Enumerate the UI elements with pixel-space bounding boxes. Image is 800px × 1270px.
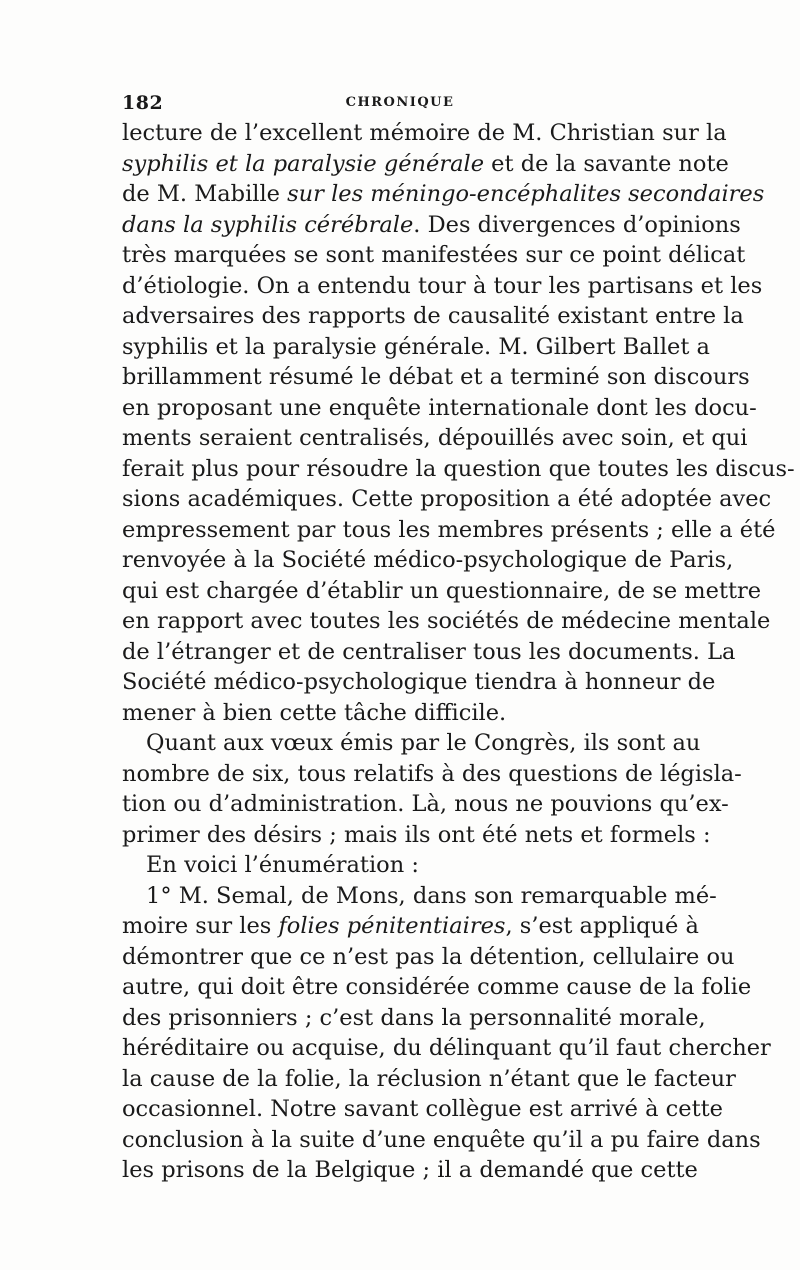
text-segment: ferait plus pour résoudre la question que toutes les discus- [122,455,795,482]
text-line [122,1064,736,1095]
text-line [122,210,741,241]
text-line [122,545,734,576]
text-line [122,271,763,302]
text-segment: héréditaire ou acquise, du délinquant qu’il faut chercher [122,1035,771,1061]
text-line [122,820,711,851]
text-segment: moire sur les [122,913,279,939]
text-line [122,484,772,515]
running-head: CHRONIQUE [345,95,455,110]
text-segment: les prisons de la Belgique ; il a demandé que cette [122,1157,698,1183]
italic-text: folies pénitentiaires [278,913,506,939]
text-segment: en proposant une enquête internationale dont les docu- [122,394,757,421]
text-line [122,911,699,942]
text-segment: très marquées se sont manifestées sur ce point délicat [122,242,746,268]
text-line [122,576,762,607]
text-segment: de M. Mabille [122,181,288,207]
text-segment: en rapport avec toutes les sociétés de médecine mentale [122,608,771,634]
text-line [122,393,757,424]
text-line [122,423,748,454]
text-line [122,1155,698,1186]
text-line [122,1003,706,1034]
text-segment: sions académiques. Cette proposition a été adoptée avec [122,486,772,512]
text-segment: Quant aux vœux émis par le Congrès, ils sont au [146,730,701,756]
text-line [122,637,736,668]
text-line [122,1125,761,1156]
text-segment: la cause de la folie, la réclusion n’étant que le facteur [122,1065,736,1092]
text-segment: d’étiologie. On a entendu tour à tour les partisans et les [122,272,763,299]
text-segment: et de la savante note [484,150,729,177]
text-line [122,240,746,271]
text-line [122,728,701,759]
text-segment: nombre de six, tous relatifs à des questions de législa- [122,760,742,787]
text-line [122,332,710,363]
text-line [122,118,727,149]
text-segment: démontrer que ce n’est pas la détention, cellulaire ou [122,943,735,970]
text-segment: qui est chargée d’établir un questionnaire, de se mettre [122,577,762,604]
italic-text: syphilis et la paralysie générale [122,150,485,177]
text-line [122,149,729,180]
text-line [122,454,795,485]
text-segment: renvoyée à la Société médico-psychologique de Paris, [122,547,734,573]
text-segment: . Des divergences d’opinions [413,211,741,238]
text-segment: des prisonniers ; c’est dans la personnalité morale, [122,1004,706,1031]
text-segment: empressement par tous les membres présents ; elle a été [122,516,776,543]
text-line [122,301,744,332]
body-text [122,118,795,1186]
text-segment: syphilis et la paralysie générale. M. Gilbert Ballet a [122,333,710,360]
text-line [122,698,678,729]
text-segment: ments seraient centralisés, dépouillés avec soin, et qui [122,425,748,451]
text-segment: brillamment résumé le débat et a terminé son discours [122,364,750,390]
text-segment: conclusion à la suite d’une enquête qu’il a pu faire dans [122,1126,761,1153]
text-line [122,850,678,881]
text-segment: primer des désirs ; mais ils ont été nets et formels : [122,821,711,848]
text-line [122,515,776,546]
text-segment: mener à bien cette tâche difficile. [122,699,507,726]
text-line [122,789,729,820]
text-segment: 1° M. Semal, de Mons, dans son remarquable mé- [146,882,717,909]
text-segment: de l’étranger et de centraliser tous les documents. La [122,638,736,665]
text-segment: lecture de l’excellent mémoire de M. Christian sur la [122,120,727,146]
text-segment: En voici l’énumération : [146,852,419,878]
text-segment: autre, qui doit être considérée comme cause de la folie [122,974,752,1000]
text-line [122,1094,723,1125]
text-segment: occasionnel. Notre savant collègue est arrivé à cette [122,1096,723,1122]
text-segment: tion ou d’administration. Là, nous ne pouvions qu’ex- [122,791,729,817]
italic-text: sur les méningo-encéphalites secondaires [287,181,765,207]
text-line [122,667,716,698]
text-segment: , s’est appliqué à [505,913,699,939]
text-segment: adversaires des rapports de causalité existant entre la [122,303,744,329]
page-header [122,92,678,116]
text-line [122,759,742,790]
italic-text: dans la syphilis cérébrale [122,211,414,238]
text-line [122,179,765,210]
text-line [122,362,750,393]
text-line [122,881,717,912]
page-number: 182 [122,92,164,114]
text-segment: Société médico-psychologique tiendra à honneur de [122,669,716,695]
text-line [122,606,771,637]
text-line [122,942,735,973]
text-line [122,972,752,1003]
text-line [122,1033,771,1064]
